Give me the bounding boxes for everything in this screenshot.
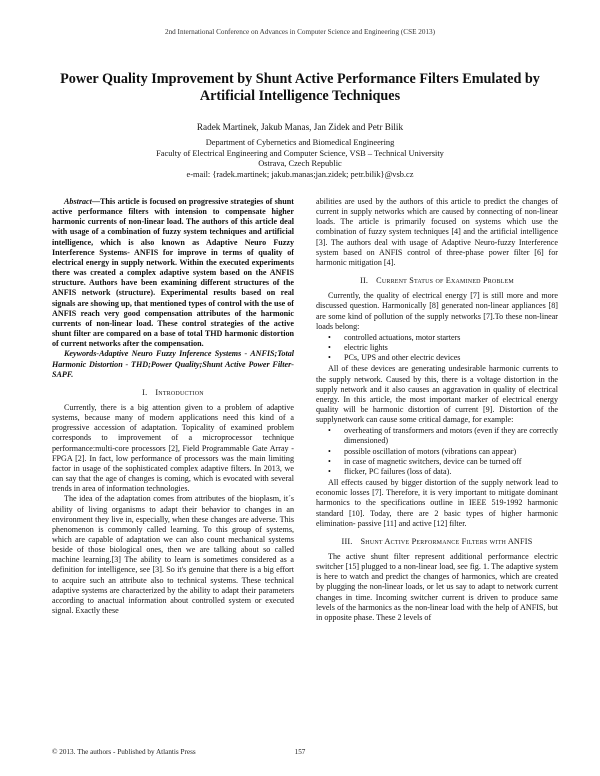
abstract-label: Abstract xyxy=(64,197,92,206)
status-paragraph-3: All effects caused by bigger distortion of the supply network lead to economic losses [7]. Therefore, it is very important to mitigate dominant harmonics to the specifications outline in IEEE 519-1992 harmonic standard [10]. Today, there are 2 basic types of higher harmonic elimination- passive [11] and active [12] filter. xyxy=(316,478,558,528)
bullet-icon: • xyxy=(328,353,331,363)
list-item: • overheating of transformers and motors (even if they are correctly dimensioned) xyxy=(328,426,558,446)
paper-authors: Radek Martinek, Jakub Manas, Jan Zidek and Petr Bilik xyxy=(196,122,404,132)
list-item: • electric lights xyxy=(328,343,388,353)
abstract xyxy=(52,197,294,349)
bullet-icon: • xyxy=(328,456,331,466)
page-number: 157 xyxy=(294,748,306,756)
list-item: • PCs, UPS and other electric devices xyxy=(328,353,461,363)
bullet-icon: • xyxy=(328,343,331,353)
status-paragraph-1: Currently, the quality of electrical energy [7] is still more and more discussed question. Harmonically [8] generated non-linear appliances [8] are some kind of pollution of the supply networks [7].To these non-linear loads belong: xyxy=(316,291,558,331)
intro-paragraph-1: Currently, there is a big attention given to a problem of adaptive systems, because many of modern applications need this kind of a progressive accession of adaptation. Topicality of examined problem corresponds to improvement of a microprocessor technique performance:multi-core processors [2], Field Programmable Gate Array - FPGA [2]. In fact, low performance of processors was the main limiting factor in usage of the sophisticated complex adaptive filters. In 2013, we can say that the age of changes is coming, which is evocated with several trends in area of information technologies. xyxy=(52,402,294,494)
bullet-icon: • xyxy=(328,426,331,436)
affiliation-email: e-mail: {radek.martinek; jakub.manas;jan.zidek; petr.bilik}@vsb.cz xyxy=(186,169,414,179)
bullet-icon: • xyxy=(328,332,331,342)
intro-continuation: abilities are used by the authors of this article to predict the changes of current in supply networks which are caused by connecting of non-linear loads. The article is primarily focused on systems which use the combination of fuzzy system techniques [4] and the artificial intelligence [3]. The authors deal with usage of Adaptive Neuro-fuzzy Interference system based on ANFIS control of three-phase power filter [6] for harmonic mitigation [4]. xyxy=(316,197,558,267)
affiliation-location: Ostrava, Czech Republic xyxy=(258,159,342,169)
nonlinear-loads-list xyxy=(316,333,558,363)
section-title: Introduction xyxy=(155,387,204,397)
status-paragraph-2: All of these devices are generating undesirable harmonic currents to the supply network. Caused by this, there is a voltage distortion in the supply network and it also causes an aggravation in quality of electrical energy. In this article, the most important marker of electrical energy quality will be harmonic distortion of current [9]. Distortion of the supplynetwork can cause some critical damage, for example: xyxy=(316,364,558,425)
section-number: III. xyxy=(341,536,353,546)
section-heading-introduction xyxy=(52,388,294,398)
shunt-paragraph-1: The active shunt filter represent additional performance electric switcher [15] plugged to a non-linear load, see fig. 1. The adaptive system is here to watch and predict the changes of harmonics, which are created by plugging the non-linear loads, or let us say to adapt to network current changes in time. Incoming switcher current is driven to produce same levels of the harmonics as the non-linear load with the help of ANFIS, but in opposite phase. These 2 levels of xyxy=(316,552,558,622)
copyright-footer: © 2013. The authors - Published by Atlantis Press xyxy=(52,748,196,756)
affiliation-department: Department of Cybernetics and Biomedical Engineering xyxy=(205,138,395,147)
affiliation-faculty: Faculty of Electrical Engineering and Computer Science, VSB – Technical University xyxy=(156,148,444,158)
list-item: • flicker, PC failures (loss of data). xyxy=(328,466,452,476)
conference-header: 2nd International Conference on Advances in Computer Science and Engineering (CSE 2013) xyxy=(164,28,436,36)
paper-title: Power Quality Improvement by Shunt Active Performance Filters Emulated by Artificial Intelligence Techniques xyxy=(60,71,540,104)
affiliation-block xyxy=(60,138,540,180)
left-column xyxy=(52,197,294,616)
section-heading-shunt-filters xyxy=(316,537,558,547)
damage-list xyxy=(316,426,558,477)
section-number: II. xyxy=(360,276,369,286)
right-column xyxy=(316,197,558,623)
section-number: I. xyxy=(142,387,148,397)
list-item: • in case of magnetic switchers, device can be turned off xyxy=(328,456,522,466)
list-item: • controlled actuations, motor starters xyxy=(328,332,461,342)
intro-paragraph-2: The idea of the adaptation comes from attributes of the bioplasm, it´s ability of living organisms to adapt their behavior to changes in an environment they live in, especially, when these changes are adverse. This phenomenon is commonly called learning. To this group of systems, which are capable of adaptation we can also count mechanical systems beside of those biological ones, then we are talking about so called machine learning.[3] The ability to learn is sometimes considered as a definition for intelligence, see [3]. So it's genuine that there is a big effort to acquire such an attribute also to technical systems. These technical adaptive systems are characterized by the ability to adapt their parameters according to anactual information about controlled system or executed signal. Exactly these xyxy=(52,494,294,616)
keywords: Keywords-Adaptive Neuro Fuzzy Inference Systems - ANFIS;Total Harmonic Distortion - THD;Power Quality;Shunt Active Power Filter- SAPF. xyxy=(52,349,294,379)
list-item: • possible oscillation of motors (vibrations can appear) xyxy=(328,446,517,456)
section-title: Shunt Active Performance Filters with ANFIS xyxy=(360,536,533,546)
abstract-text: —This article is focused on progressive strategies of shunt active performance filters with intension to compensate higher harmonic currents of non-linear load. The authors of this article deal with usage of a combination of fuzzy system techniques and artificial intelligence, which is also known as Adaptive Neuro Fuzzy Interference Systems- ANFIS for improve in terms of quality of electrical energy in supply network. Within the executed experiments there was created a complex adaptive system based on the ANFIS structure. Authors have been examining different structures of the ANFIS network (structure). Experimental results based on real signals are showing up, that mentioned types of control with the use of ANFIS reach very good compensation attributes of the harmonic currents of non-linear load. These control strategies of the active shunt filter are compared on a base of total THD harmonic distortion of current networks after the compensation. xyxy=(52,197,294,349)
section-title: Current Status of Examined Problem xyxy=(376,276,514,286)
section-heading-current-status xyxy=(316,276,558,286)
bullet-icon: • xyxy=(328,446,331,456)
bullet-icon: • xyxy=(328,466,331,476)
